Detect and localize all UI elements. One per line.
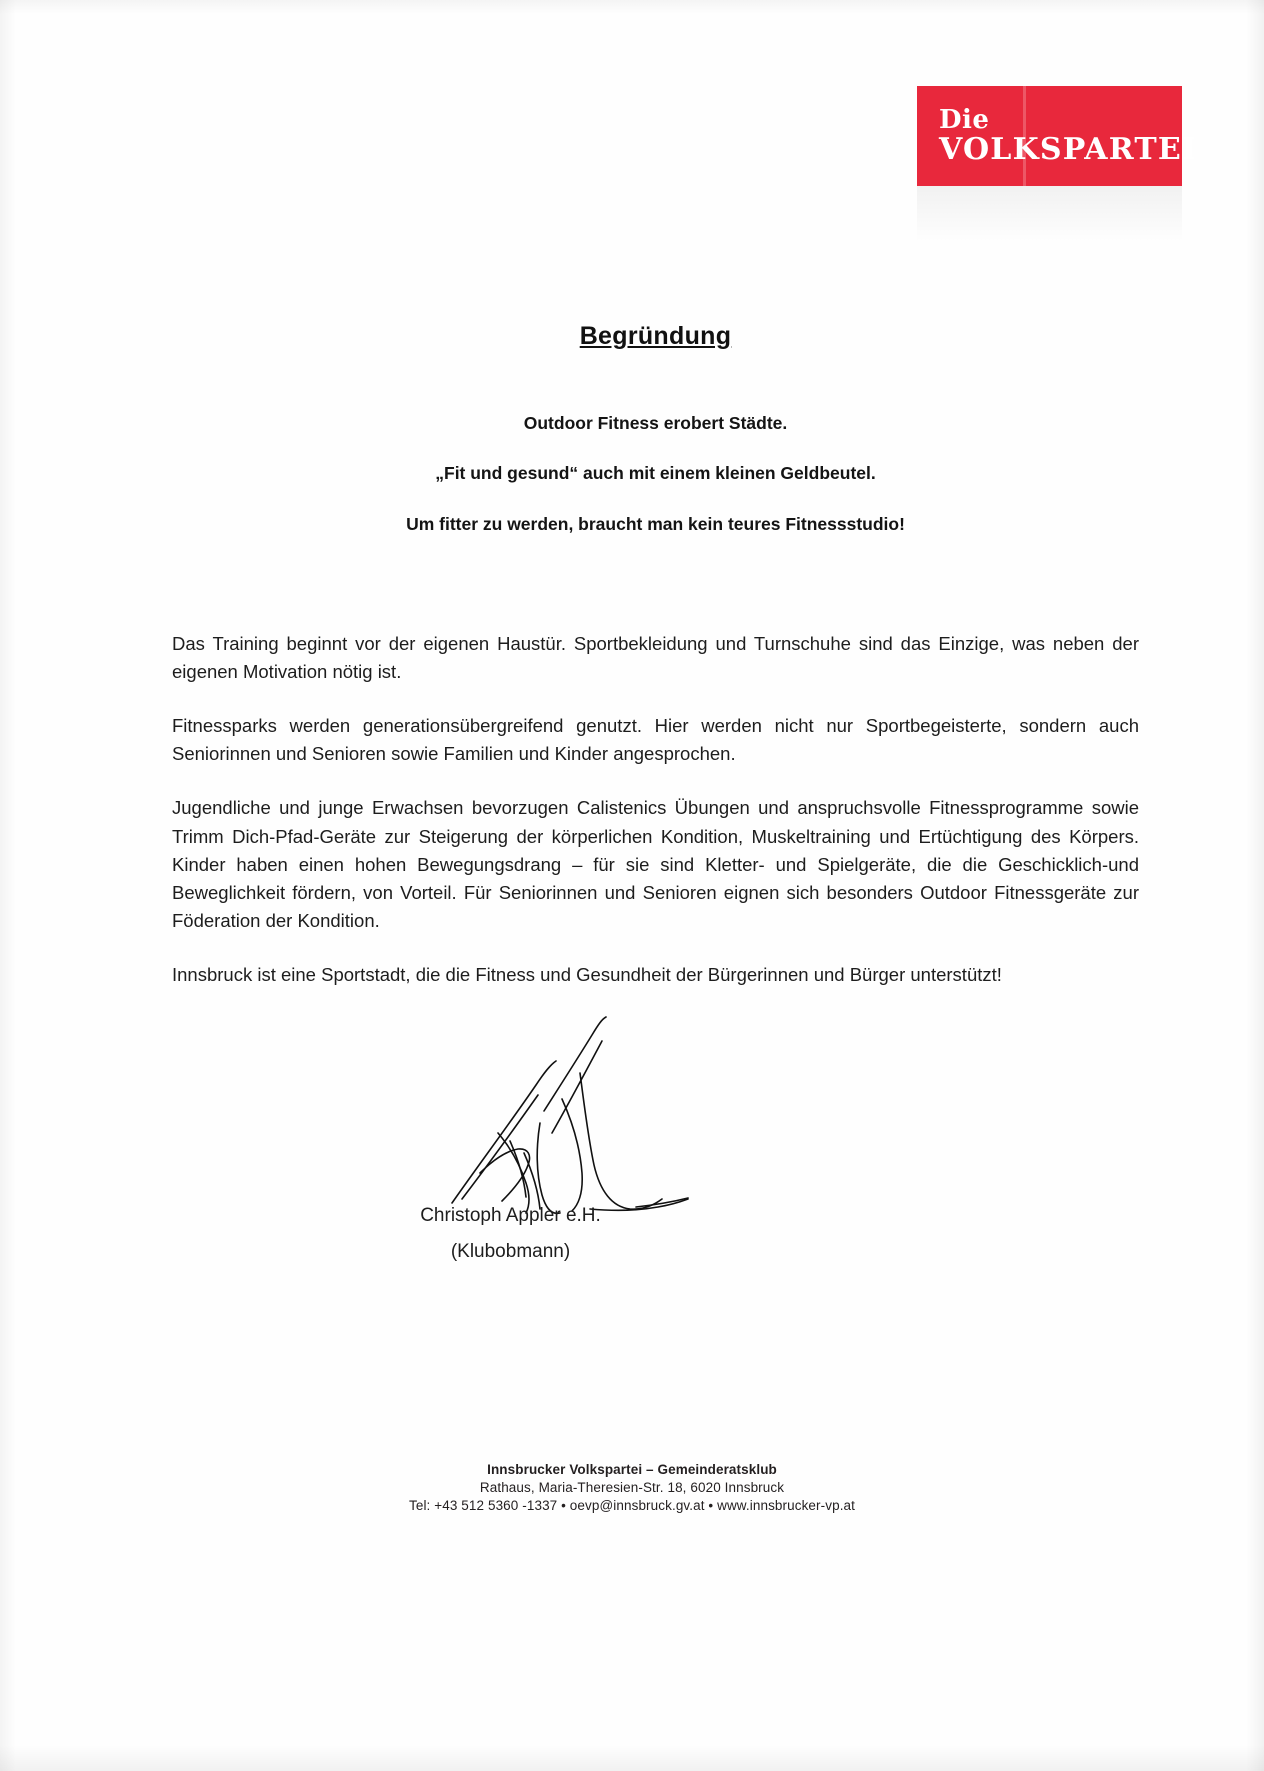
footer-address: Rathaus, Maria-Theresien-Str. 18, 6020 Innsbruck: [479, 1480, 785, 1495]
handwritten-signature-icon: [440, 1013, 730, 1228]
document-footer: [0, 1462, 1264, 1513]
scan-edge-top: [0, 0, 1264, 14]
lead-line-3: Um fitter zu werden, braucht man kein teures Fitnessstudio!: [406, 513, 905, 534]
paragraph-4: Innsbruck ist eine Sportstadt, die die Fitness und Gesundheit der Bürgerinnen und Bürger unterstützt!: [172, 964, 1002, 986]
scan-edge-bottom: [0, 1745, 1264, 1771]
signature-block: [172, 1013, 1139, 1263]
page-title: Begründung: [579, 322, 732, 350]
logo-scan-shadow: [917, 186, 1182, 242]
volkspartei-logo: [917, 86, 1198, 186]
logo-line-volkspartei: VOLKSPARTEI: [939, 131, 1198, 167]
document-content: [172, 322, 1139, 1263]
lead-statements: [172, 409, 1139, 538]
body-text: [172, 630, 1139, 989]
lead-line-2: „Fit und gesund“ auch mit einem kleinen Geldbeutel.: [435, 463, 876, 484]
lead-line-1: Outdoor Fitness erobert Städte.: [523, 413, 788, 433]
logo-line-die: Die: [939, 104, 990, 135]
paragraph-3: Jugendliche und junge Erwachsen bevorzugen Calistenics Übungen und anspruchsvolle Fitnessprogramme sowie Trimm Dich-Pfad-Geräte zur Steigerung der körperlichen Kondition, Muskeltraining und Ertüchtigung des Körpers. Kinder haben einen hohen Bewegungsdrang – für sie sind Kletter- und Spielgeräte, die die Geschicklich-und Beweglichkeit fördern, von Vorteil. Für Seniorinnen und Senioren eignen sich besonders Outdoor Fitnessgeräte zur Föderation der Kondition.: [172, 797, 1139, 931]
signature-role: (Klubobmann): [450, 1241, 571, 1263]
paragraph-1: Das Training beginnt vor der eigenen Haustür. Sportbekleidung und Turnschuhe sind das Einzige, was neben der eigenen Motivation nötig ist.: [172, 633, 1139, 683]
paragraph-2: Fitnessparks werden generationsübergreifend genutzt. Hier werden nicht nur Sportbegeisterte, sondern auch Seniorinnen und Senioren sowie Familien und Kinder angesprochen.: [172, 715, 1139, 765]
footer-contact: Tel: +43 512 5360 -1337 • oevp@innsbruck.gv.at • www.innsbrucker-vp.at: [408, 1498, 856, 1513]
footer-organization: Innsbrucker Volkspartei – Gemeinderatsklub: [487, 1462, 777, 1477]
signature-name: Christoph Appler e.H.: [420, 1205, 601, 1227]
